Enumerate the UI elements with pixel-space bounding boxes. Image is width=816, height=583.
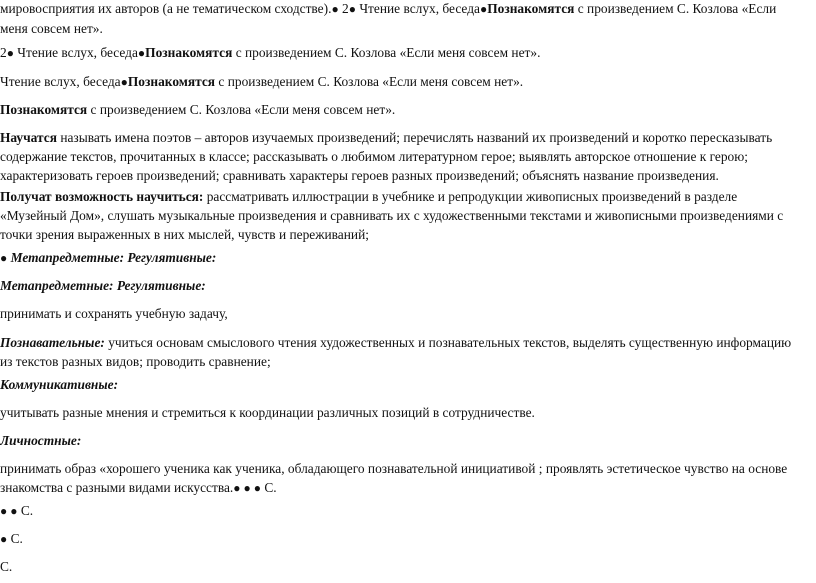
bullet-icon: ● xyxy=(0,532,8,546)
text-run: с произведением С. Козлова «Если меня совсем нет». xyxy=(232,45,541,60)
bold-run: Познакомятся xyxy=(0,102,88,117)
bullet-icon: ● xyxy=(120,75,128,89)
text-run: С. xyxy=(7,531,23,546)
paragraph-meta-heading xyxy=(0,276,806,295)
text-run: 2 xyxy=(0,45,7,60)
bullet-icon: ● xyxy=(479,2,488,16)
text-run: мировосприятия их авторов (а не тематическом сходстве). xyxy=(0,1,332,16)
bold-run: Познакомятся xyxy=(145,45,233,60)
paragraph-accept-task xyxy=(0,304,806,323)
text-run: рассматривать иллюстрации в учебнике и репродукции живописных произведений в разделе «Музейный Дом», слушать музыкальные произведения и сравнивать их с художественными текстами и живописными произведениями с точки зрения выраженных в них мыслей, чувств и переживаний; xyxy=(0,189,784,242)
bullet-icon: ● xyxy=(137,46,146,60)
paragraph-will-learn xyxy=(0,128,806,185)
text-run: принимать и сохранять учебную задачу, xyxy=(0,306,228,321)
bold-run: Получат возможность научиться: xyxy=(0,189,204,204)
paragraph-c-3 xyxy=(0,557,806,576)
text-run: учиться основам смыслового чтения художественных и познавательных текстов, выделять существенную информацию из текстов разных видов; проводить сравнение; xyxy=(0,335,792,369)
bullet-icon: ● xyxy=(6,46,14,60)
text-run: С. xyxy=(0,559,13,574)
text-run: называть имена поэтов – авторов изучаемых произведений; перечислять названий их произведений и коротко пересказывать содержание текстов, прочитанных в классе; рассказывать о любимом литературном герое; выявлять авторское отношение к герою; характеризовать героев произведений; сравнивать характеры героев разных произведений; объяснять название произведения. xyxy=(0,130,773,183)
bold-run: Познакомятся xyxy=(487,1,575,16)
text-run: С. xyxy=(17,503,34,518)
text-run: принимать образ «хорошего ученика как ученика, обладающего познавательной инициативой ; проявлять эстетическое чувство на основе знакомства с разными видами искусства. xyxy=(0,461,788,495)
paragraph-cognitive xyxy=(0,333,806,371)
paragraph-reading-2 xyxy=(0,43,806,63)
text-run: Чтение вслух, беседа xyxy=(355,1,480,16)
bullet-icon: ● xyxy=(331,2,339,16)
text-run: 2 xyxy=(338,1,349,16)
paragraph-meta-heading-bullet xyxy=(0,248,806,268)
text-run: Чтение вслух, беседа xyxy=(0,74,121,89)
bold-italic-run: Личностные: xyxy=(0,433,82,448)
bold-italic-run: Коммуникативные: xyxy=(0,377,119,392)
bold-run: Познакомятся xyxy=(127,74,216,89)
paragraph-communicative xyxy=(0,403,806,422)
paragraph-communicative-heading xyxy=(0,375,806,394)
paragraph-acquaint xyxy=(0,100,806,119)
paragraph-c-2 xyxy=(0,529,806,549)
bullet-icon: ● xyxy=(0,251,8,265)
bullet-icon: ● xyxy=(348,2,356,16)
paragraph-intro xyxy=(0,0,806,38)
bold-italic-run: Метапредметные: Регулятивные: xyxy=(0,278,206,293)
paragraph-c-1 xyxy=(0,501,806,521)
bold-italic-run: Познавательные: xyxy=(0,335,105,350)
paragraph-personal-heading xyxy=(0,431,806,450)
bold-italic-run: Метапредметные: Регулятивные: xyxy=(7,250,217,265)
bold-run: Научатся xyxy=(0,130,57,145)
text-run: с произведением С. Козлова «Если меня совсем нет». xyxy=(87,102,396,117)
bullet-icon: ● ● ● xyxy=(233,481,262,495)
paragraph-opportunity xyxy=(0,187,806,244)
text-run: С. xyxy=(261,480,277,495)
paragraph-reading-3 xyxy=(0,72,806,92)
bullet-icon: ● ● xyxy=(0,504,18,518)
text-run: с произведением С. Козлова «Если меня совсем нет». xyxy=(0,1,777,36)
text-run: учитывать разные мнения и стремиться к координации различных позиций в сотрудничестве. xyxy=(0,405,535,420)
text-run: с произведением С. Козлова «Если меня совсем нет». xyxy=(215,74,524,89)
text-run: Чтение вслух, беседа xyxy=(13,45,138,60)
paragraph-personal xyxy=(0,459,806,498)
